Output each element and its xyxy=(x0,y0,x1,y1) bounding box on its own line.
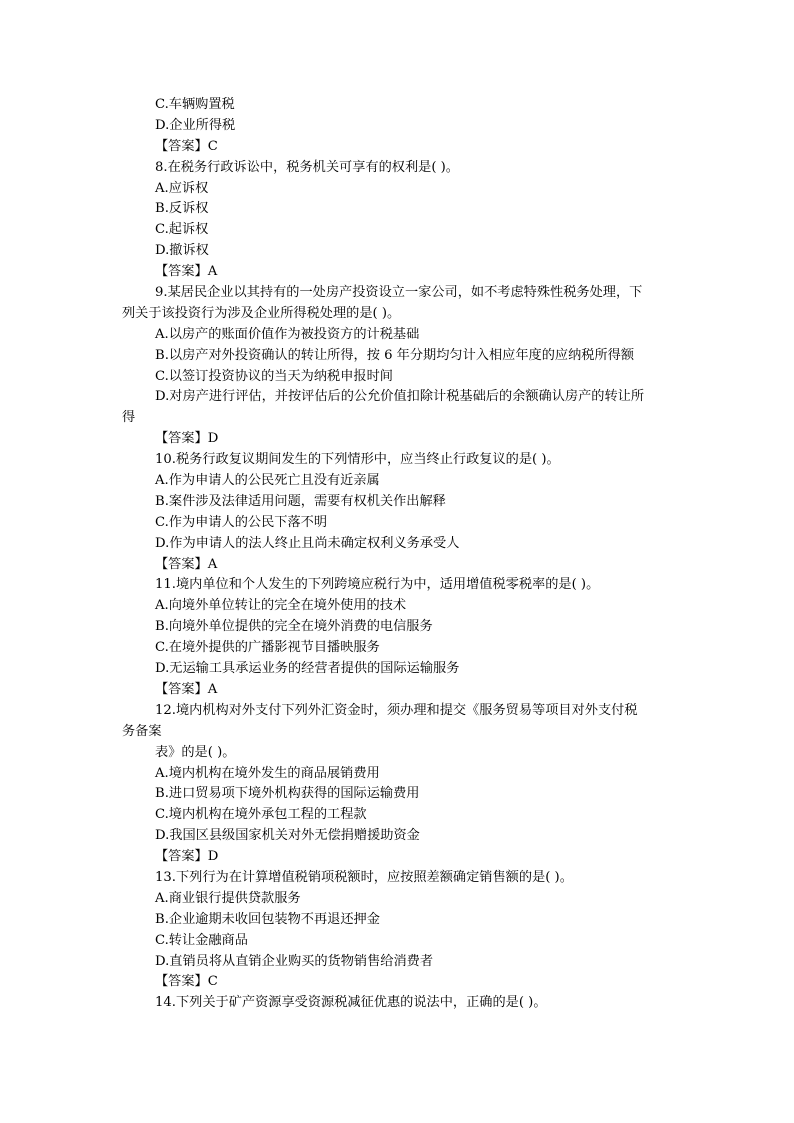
option-line: A.应诉权 xyxy=(155,180,209,196)
option-line: C.以签订投资协议的当天为纳税申报时间 xyxy=(155,368,393,384)
option-line: D.企业所得税 xyxy=(155,117,236,133)
option-line: A.向境外单位转让的完全在境外使用的技术 xyxy=(155,598,407,614)
question-line: 14.下列关于矿产资源享受资源税减征优惠的说法中，正确的是( )。 xyxy=(155,995,547,1011)
wrapped-line: 列关于该投资行为涉及企业所得税处理的是( )。 xyxy=(122,305,401,321)
wrapped-line: 得 xyxy=(122,410,136,426)
option-line: D.对房产进行评估，并按评估后的公允价值扣除计税基础后的余额确认房产的转让所 xyxy=(155,389,645,405)
option-line: B.以房产对外投资确认的转让所得，按 6 年分期均匀计入相应年度的应纳税所得额 xyxy=(155,347,635,363)
answer-line: 【答案】C xyxy=(155,138,218,154)
option-line: A.作为申请人的公民死亡且没有近亲属 xyxy=(155,473,380,489)
question-line: 12.境内机构对外支付下列外汇资金时，须办理和提交《服务贸易等项目对外支付税 xyxy=(155,702,638,718)
option-line: C.转让金融商品 xyxy=(155,932,248,948)
answer-line: 【答案】A xyxy=(155,264,218,280)
option-line: B.进口贸易项下境外机构获得的国际运输费用 xyxy=(155,786,420,802)
question-line: 13.下列行为在计算增值税销项税额时，应按照差额确定销售额的是( )。 xyxy=(155,869,573,885)
option-line: B.案件涉及法律适用问题，需要有权机关作出解释 xyxy=(155,493,446,509)
answer-line: 【答案】D xyxy=(155,431,219,447)
answer-line: 【答案】A xyxy=(155,556,218,572)
question-line: 11.境内单位和个人发生的下列跨境应税行为中，适用增值税零税率的是( )。 xyxy=(155,577,600,593)
option-line: C.起诉权 xyxy=(155,222,209,238)
option-line: D.作为申请人的法人终止且尚未确定权利义务承受人 xyxy=(155,535,460,551)
answer-line: 【答案】A xyxy=(155,681,218,697)
answer-line: 【答案】C xyxy=(155,974,218,990)
option-line: B.向境外单位提供的完全在境外消费的电信服务 xyxy=(155,619,433,635)
option-line: B.反诉权 xyxy=(155,201,209,217)
option-line: A.商业银行提供贷款服务 xyxy=(155,890,301,906)
wrapped-line: 务备案 xyxy=(122,723,162,739)
option-line: A.境内机构在境外发生的商品展销费用 xyxy=(155,765,380,781)
question-line: 8.在税务行政诉讼中，税务机关可享有的权利是( )。 xyxy=(155,159,459,175)
option-line: C.车辆购置税 xyxy=(155,97,235,112)
question-line: 9.某居民企业以其持有的一处房产投资设立一家公司，如不考虑特殊性税务处理，下 xyxy=(155,285,643,301)
option-line: D.我国区县级国家机关对外无偿捐赠援助资金 xyxy=(155,828,420,844)
question-line: 10.税务行政复议期间发生的下列情形中，应当终止行政复议的是( )。 xyxy=(155,452,560,468)
option-line: C.作为申请人的公民下落不明 xyxy=(155,514,328,530)
option-line: D.撤诉权 xyxy=(155,243,209,259)
option-line: C.境内机构在境外承包工程的工程款 xyxy=(155,807,367,823)
option-line: D.无运输工具承运业务的经营者提供的国际运输服务 xyxy=(155,661,460,677)
document-page xyxy=(0,95,794,1014)
option-line: D.直销员将从直销企业购买的货物销售给消费者 xyxy=(155,953,434,969)
continuation-line: 表》的是( )。 xyxy=(155,744,236,760)
option-line: A.以房产的账面价值作为被投资方的计税基础 xyxy=(155,326,420,342)
answer-line: 【答案】D xyxy=(155,849,219,865)
option-line: B.企业逾期未收回包装物不再退还押金 xyxy=(155,911,380,927)
option-line: C.在境外提供的广播影视节目播映服务 xyxy=(155,640,380,656)
